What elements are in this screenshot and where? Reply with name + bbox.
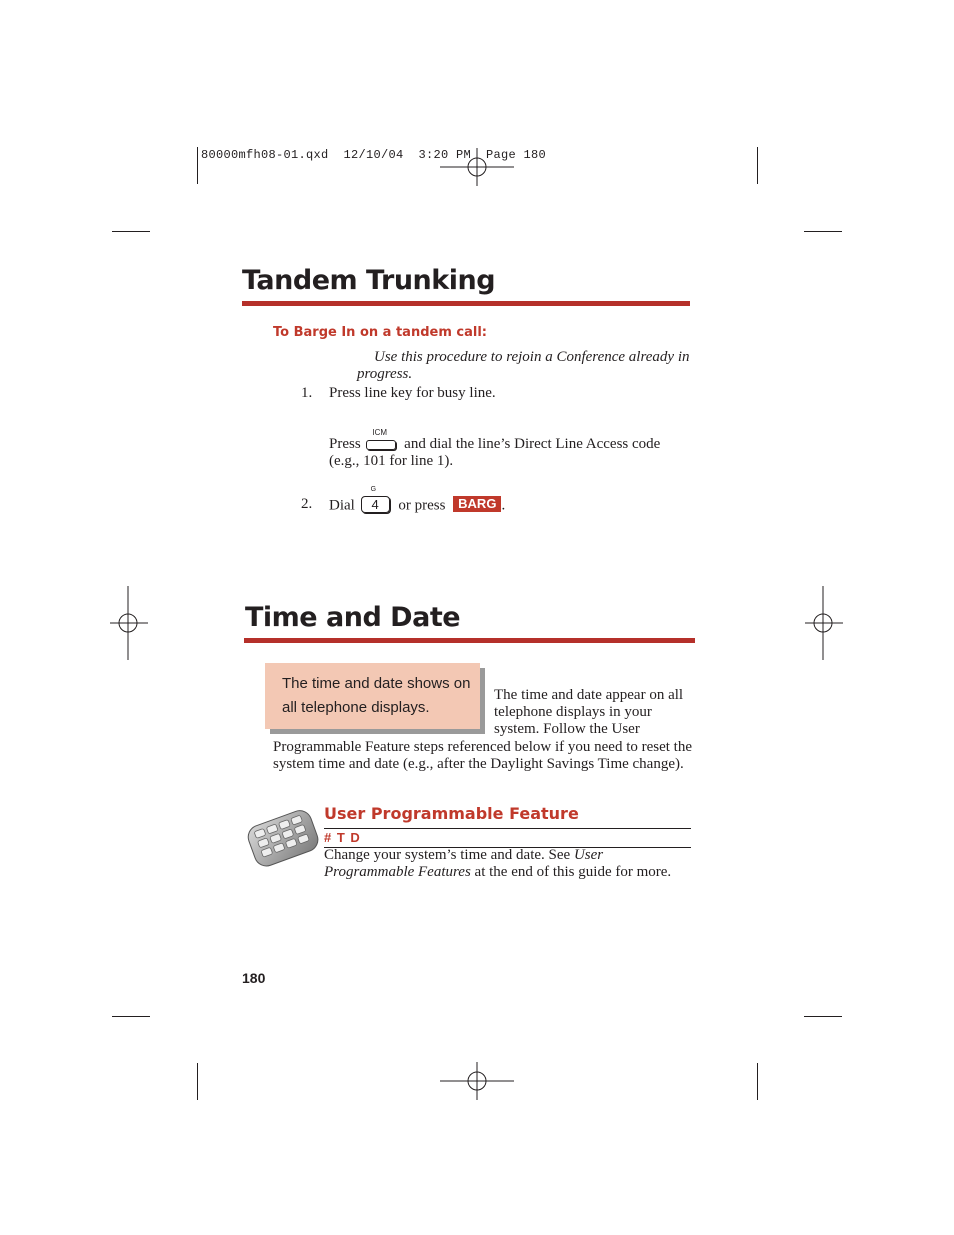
step-1-text: Press line key for busy line. — [329, 385, 496, 401]
step-2-text — [329, 486, 506, 516]
upf-rule-top — [324, 828, 691, 829]
press-word: Press — [329, 436, 361, 452]
intro-note: Use this procedure to rejoin a Conference already in progress. — [357, 349, 690, 382]
step-2-number: 2. — [301, 496, 313, 512]
body-text-right: The time and date appear on all telephone displays in your system. Follow the User — [494, 687, 684, 737]
keypad-icon — [246, 807, 322, 869]
upf-code: # T D — [324, 830, 361, 845]
upf-text-start: Change your system’s time and date. See — [324, 847, 574, 863]
file-slug: 80000mfh08-01.qxd 12/10/04 3:20 PM Page 180 — [201, 148, 547, 162]
section-title-time-and-date: Time and Date — [245, 602, 461, 633]
step-1-number: 1. — [301, 385, 313, 401]
dial-4-key-icon — [361, 486, 393, 516]
page-number: 180 — [242, 970, 266, 986]
upf-heading: User Programmable Feature — [324, 804, 579, 823]
icm-key-label: ICM — [372, 427, 388, 437]
upf-text-end: at the end of this guide for more. — [470, 864, 672, 880]
upf-text-italic: User Programmable Features — [324, 847, 604, 880]
icm-key-icon — [366, 427, 398, 452]
period: . — [501, 497, 506, 514]
barge-in-subheading: To Barge In on a tandem call: — [273, 325, 487, 340]
barg-key: BARG — [453, 496, 501, 512]
dial-word: Dial — [329, 497, 355, 514]
icm-instruction — [329, 427, 689, 470]
section-title-tandem-trunking: Tandem Trunking — [242, 265, 496, 296]
or-press: or press — [398, 497, 446, 514]
callout-box: The time and date shows on all telephone displays. — [265, 663, 480, 729]
dial-key-letters: G — [370, 486, 377, 493]
body-text-full: Programmable Feature steps referenced below if you need to reset the system time and date (e.g., after the Daylight Savings Time change). — [273, 739, 693, 772]
title-underline — [242, 301, 690, 306]
title-underline — [244, 638, 695, 643]
upf-description — [324, 847, 694, 881]
dial-key-digit: 4 — [361, 496, 390, 513]
press-rest: and dial the line’s Direct Line Access code (e.g., 101 for line 1). — [329, 436, 661, 469]
